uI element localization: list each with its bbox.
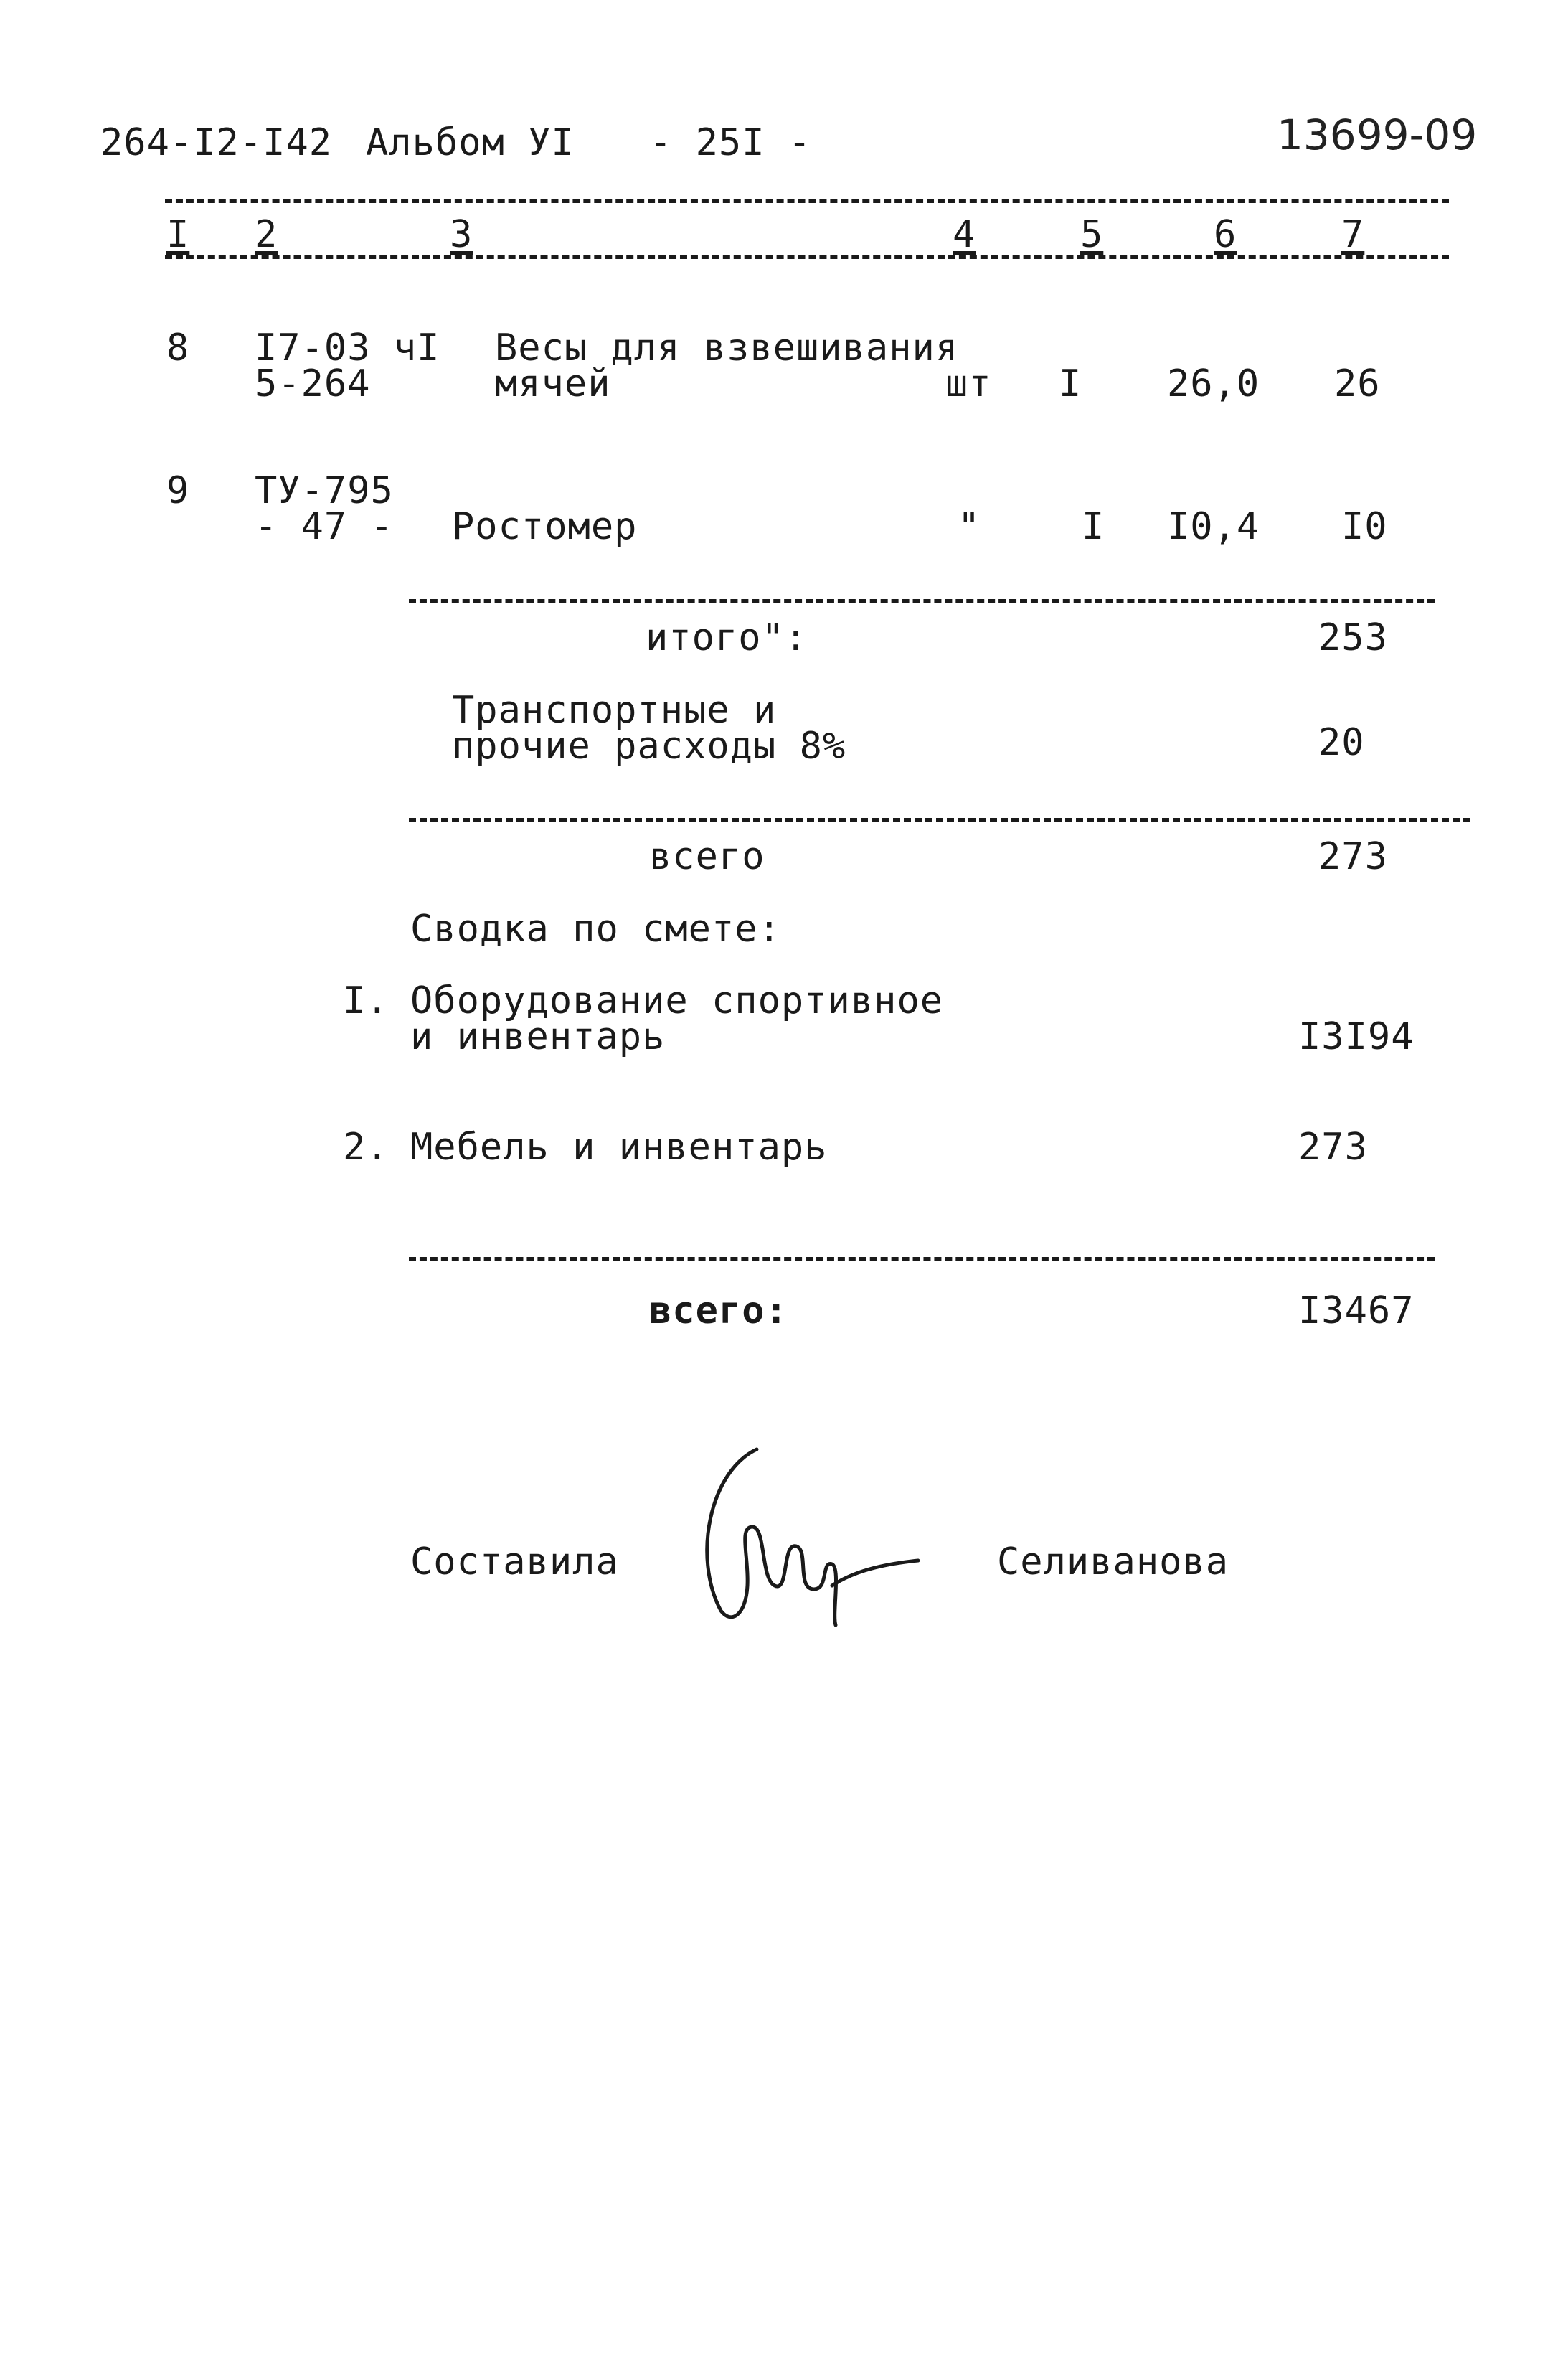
subtotal-label: итого": [646,616,808,659]
column-number-6: 6 [1214,213,1237,256]
column-number-3: 3 [450,213,473,256]
grand-total-dashed-line [409,1257,1435,1261]
summary-item-2-number: 2. [343,1126,389,1169]
transport-label-line2: прочие расходы 8% [452,725,846,768]
table-row-9-number: 9 [166,469,190,512]
table-row-8-number: 8 [166,326,190,370]
table-row-9-qty: I [1082,505,1105,548]
summary-item-2-line1: Мебель и инвентарь [410,1126,828,1169]
table-row-9-total: I0 [1341,505,1388,548]
summary-item-2-value: 273 [1298,1126,1368,1169]
table-row-8-unit: шт [945,362,992,405]
subtotal-dashed-line [409,599,1435,603]
total-value: 273 [1318,835,1388,878]
column-number-2: 2 [255,213,278,256]
summary-item-1-line2: и инвентарь [410,1015,666,1058]
table-row-9-code-line1: ТУ-795 [255,469,394,512]
doc-code: 264-I2-I42 [100,121,333,164]
summary-item-1-number: I. [343,979,389,1022]
transport-label-line1: Транспортные и [452,689,777,732]
summary-item-1-value: I3I94 [1298,1015,1414,1058]
page-number: - 25I - [649,121,812,164]
table-row-8-price: 26,0 [1167,362,1260,405]
table-row-8-total: 26 [1334,362,1381,405]
subtotal-value: 253 [1318,616,1388,659]
table-row-9-unit: " [958,505,981,548]
column-number-7: 7 [1341,213,1365,256]
album-label: Альбом УI [366,121,575,164]
archive-stamp-number: 13699-09 [1277,110,1478,159]
signature-name: Селиванова [997,1540,1229,1583]
header-bottom-dashed-line [165,255,1449,259]
table-row-8-qty: I [1059,362,1082,405]
table-row-8-name-line2: мячей [495,362,611,405]
summary-item-1-line1: Оборудование спортивное [410,979,944,1022]
table-row-8-code-line2: 5-264 [255,362,371,405]
column-number-4: 4 [953,213,976,256]
grand-total-label: всего: [649,1289,788,1332]
table-row-9-name: Ростомер [452,505,638,548]
table-row-8-code-line1: I7-03 чI [255,326,440,370]
table-row-8-name-line1: Весы для взвешивания [495,326,959,370]
column-number-1: I [166,213,190,256]
summary-title: Сводка по смете: [410,908,781,951]
table-row-9-price: I0,4 [1167,505,1260,548]
column-number-5: 5 [1080,213,1104,256]
signature-label: Составила [410,1540,619,1583]
header-top-dashed-line [165,199,1449,203]
transport-value: 20 [1318,721,1365,764]
total-label: всего [649,835,765,878]
handwritten-signature [689,1442,932,1629]
total-dashed-line [409,818,1470,822]
grand-total-value: I3467 [1298,1289,1414,1332]
table-row-9-code-line2: - 47 - [255,505,394,548]
